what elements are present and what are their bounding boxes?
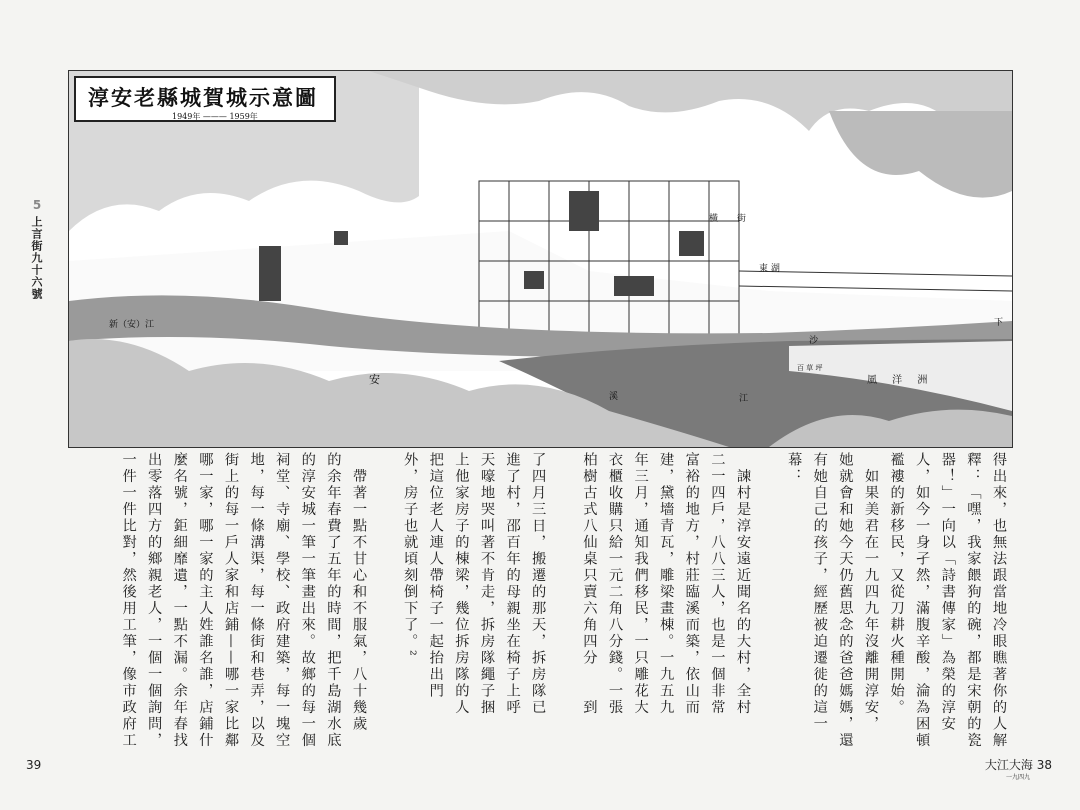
text-column: 她就會和她今天仍舊思念的爸爸媽媽，還 <box>837 452 854 749</box>
label-an: 安 <box>369 373 380 386</box>
label-xia: 下 <box>994 318 1004 328</box>
text-column: 的余年春費了五年的時間，把千島湖水底 <box>325 452 342 749</box>
text-column: 進了村，邵百年的母親坐在椅子上呼 <box>504 452 521 716</box>
text-column <box>374 452 396 502</box>
text-column: 衣櫃收購只給一元二角八分錢。一張 <box>607 452 623 716</box>
text-column: 如果美君在一九四九年沒離開淳安， <box>863 452 879 733</box>
map-title-box <box>74 76 336 122</box>
body-text <box>70 452 1010 749</box>
text-column: 街上的每一戶人家和店鋪——哪一家比鄰 <box>223 452 239 749</box>
text-column: 幕： <box>786 452 803 485</box>
text-column: 把這位老人連人帶椅子一起抬出門 <box>427 452 444 700</box>
map-title: 淳安老縣城賀城示意圖 <box>88 85 318 110</box>
text-column: 年三月，通知我們移民，一只雕花大 <box>632 452 649 716</box>
text-column: 諫村是淳安遠近聞名的大村，全村 <box>735 452 751 716</box>
label-dong-hu: 東 湖 <box>759 264 780 274</box>
text-column: 釋：「嘿，我家餵狗的碗，都是宋朝的瓷 <box>965 452 982 749</box>
label-xin-an-jiang: 新（安）江 <box>109 320 155 330</box>
label-bai-cao-ping: 百 草 坪 <box>797 364 823 372</box>
running-title: 大江大海 38 <box>984 758 1052 772</box>
label-sha: 沙 <box>809 336 819 346</box>
label-jiang: 江 <box>739 394 749 404</box>
text-column: 人，如今一身孑然，滿腹辛酸，淪為困頓 <box>914 452 931 749</box>
map-illustration <box>68 70 1013 448</box>
page-number-left: 39 <box>26 758 42 772</box>
map-years: 1949年 ——— 1959年 <box>172 112 258 121</box>
chapter-title: 上言街九十六號 <box>30 216 43 300</box>
running-subtitle: 一九四九 <box>1005 774 1030 781</box>
text-column: 二一四戶，八八三人，也是一個非常 <box>709 452 726 716</box>
text-column: 柏樹古式八仙桌只賣六角四分 到 <box>581 452 598 716</box>
text-column: 的淳安城一筆一筆畫出來。故鄉的每一個 <box>299 452 316 749</box>
text-column: 建，黛墻青瓦，雕梁畫棟。一九五九 <box>658 452 675 716</box>
text-column: 麼名號，鉅細靡遺，一點不漏。余年春找 <box>171 452 188 749</box>
text-column: 祠堂、寺廟、學校、政府建築，每一塊空 <box>274 452 291 749</box>
map-drawing <box>69 71 1012 447</box>
text-column: 哪一家，哪一家的主人姓誰名誰，店鋪什 <box>197 452 214 749</box>
label-xi: 溪 <box>609 392 619 402</box>
text-column: 上他家房子的棟梁，幾位拆房隊的人 <box>453 452 470 716</box>
page-number-right <box>985 756 1052 781</box>
text-column: 器！」一向以「詩書傳家」為榮的淳安 <box>939 452 956 733</box>
text-column: 天嚎地哭叫著不肯走，拆房隊繩子捆 <box>479 452 495 716</box>
text-column: 了四月三日，搬遷的那天，拆房隊已 <box>530 452 547 716</box>
chapter-number: 5 <box>32 198 42 212</box>
text-column: 得出來，也無法跟當地冷眼瞧著你的人解 <box>991 452 1007 749</box>
text-column: 地，每一條溝渠，每一條街和巷弄，以及 <box>248 452 265 749</box>
label-heng-jie: 橫 街 <box>709 214 754 224</box>
text-column: 有她自己的孩子，經歷被迫遷徙的這一 <box>811 452 828 733</box>
text-column: 外，房子也就頃刻倒下了。² <box>402 452 419 658</box>
label-feng-yang-zhou: 風 洋 洲 <box>867 375 934 386</box>
text-column <box>758 452 780 502</box>
text-column: 帶著一點不甘心和不服氣，八十幾歲 <box>351 452 367 733</box>
text-column <box>553 452 575 502</box>
text-column: 襤褸的新移民，又從刀耕火種開始。 <box>888 452 905 716</box>
text-column: 一件一件比對，然後用工筆，像市政府工 <box>120 452 137 749</box>
text-column: 富裕的地方，村莊臨溪而築，依山而 <box>683 452 700 716</box>
text-column: 出零落四方的鄉親老人，一個一個詢問， <box>146 452 163 749</box>
